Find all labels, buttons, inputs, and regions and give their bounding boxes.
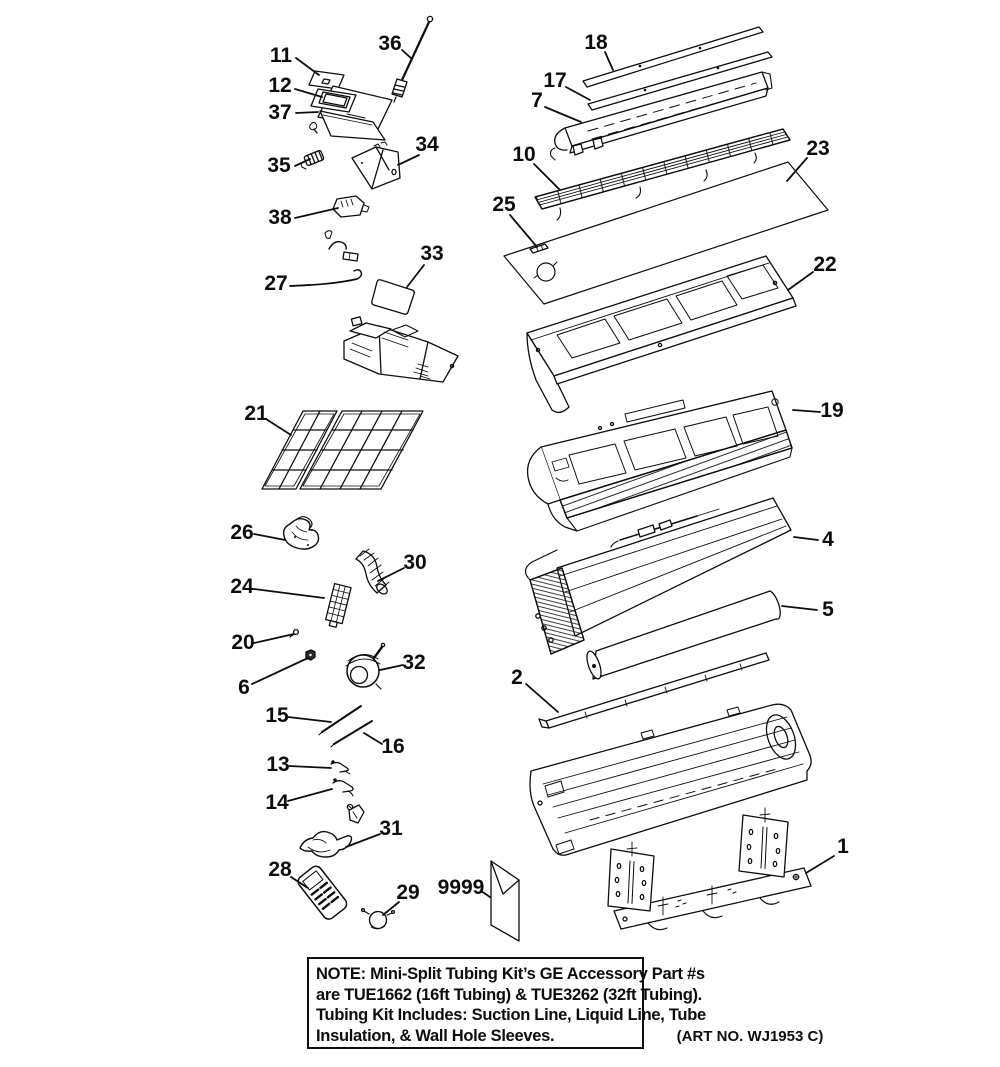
callout-label-1: 1 (837, 835, 849, 858)
part-30-drain-hose-drawing (356, 549, 389, 596)
note-line: Insulation, & Wall Hole Sleeves. (316, 1026, 555, 1045)
callout-label-17: 17 (543, 69, 567, 92)
leader-line-21 (266, 419, 291, 435)
art-number: (ART NO. WJ1953 C) (676, 1028, 824, 1045)
note-line: are TUE1662 (16ft Tubing) & TUE3262 (32ft Tubing). (316, 985, 702, 1004)
callout-label-14: 14 (265, 791, 289, 814)
part-32-motor-drawing (346, 643, 385, 689)
callout-label-24: 24 (230, 575, 254, 598)
callout-label-27: 27 (264, 272, 288, 295)
callout-label-11: 11 (269, 44, 293, 67)
leader-line-24 (254, 589, 324, 598)
leader-line-6 (252, 658, 308, 684)
leader-line-5 (782, 606, 817, 610)
callout-label-2: 2 (511, 666, 523, 689)
leader-line-30 (378, 568, 404, 581)
callout-label-29: 29 (396, 881, 420, 904)
leader-line-26 (254, 534, 285, 540)
part-9999-literature-drawing (491, 861, 519, 941)
callout-label-15: 15 (265, 704, 289, 727)
leader-line-4 (794, 537, 818, 540)
callout-label-25: 25 (492, 193, 516, 216)
leader-line-38 (295, 208, 338, 218)
callout-label-36: 36 (378, 32, 402, 55)
callout-label-9999: 9999 (437, 876, 485, 899)
leader-line-22 (788, 272, 813, 290)
leader-line-25 (510, 215, 537, 247)
leader-line-27 (290, 285, 310, 286)
callout-label-18: 18 (584, 31, 608, 54)
leader-line-33 (407, 265, 424, 287)
callout-label-13: 13 (266, 753, 290, 776)
cord-anchor-drawing (347, 804, 364, 823)
callout-label-28: 28 (268, 858, 292, 881)
part-26-clamp-drawing (284, 517, 319, 549)
callout-label-19: 19 (820, 399, 844, 422)
callout-label-5: 5 (822, 598, 834, 621)
leader-line-19 (793, 410, 820, 412)
callout-label-7: 7 (531, 89, 543, 112)
leader-line-37 (296, 112, 318, 113)
callout-label-6: 6 (238, 676, 250, 699)
part-34-bracket-cover-drawing (352, 142, 400, 189)
leader-line-36 (402, 50, 412, 59)
callout-label-32: 32 (402, 651, 426, 674)
part-38-terminal-block-drawing (333, 196, 369, 217)
part-14-clip-drawing (333, 778, 353, 796)
part-35-connector-drawing (301, 150, 324, 169)
callout-label-30: 30 (403, 551, 427, 574)
part-11-cover-drawing (309, 71, 344, 89)
part-21-filter-drawing (262, 411, 423, 489)
callout-label-26: 26 (230, 521, 254, 544)
part-27-thermistor-wire-drawing (291, 242, 362, 286)
leader-line-13 (289, 766, 331, 768)
callout-label-20: 20 (231, 631, 255, 654)
callout-label-33: 33 (420, 242, 444, 265)
leader-line-14 (288, 789, 332, 801)
callout-label-12: 12 (268, 74, 292, 97)
leader-line-32 (380, 665, 403, 670)
callout-label-22: 22 (813, 253, 837, 276)
callout-label-31: 31 (379, 817, 403, 840)
leader-line-20 (254, 634, 294, 643)
callout-label-23: 23 (806, 137, 830, 160)
callout-label-34: 34 (415, 133, 439, 156)
part-29-stepper-motor-drawing (362, 909, 395, 929)
callout-label-4: 4 (822, 528, 834, 551)
leader-line-18 (605, 52, 613, 70)
leader-line-1 (806, 856, 834, 873)
callout-label-10: 10 (512, 143, 536, 166)
note-box (307, 957, 706, 1049)
note-line: NOTE: Mini-Split Tubing Kit’s GE Accessory Part #s (316, 965, 705, 983)
leader-line-10 (534, 164, 560, 190)
callout-label-38: 38 (268, 206, 292, 229)
callout-label-16: 16 (381, 735, 405, 758)
leader-line-15 (288, 717, 331, 722)
part-28-remote-control-drawing (296, 864, 349, 922)
note-line: Tubing Kit Includes: Suction Line, Liquid Line, Tube (316, 1006, 706, 1024)
part-24-grille-insert-drawing (324, 584, 351, 629)
callout-label-37: 37 (268, 101, 292, 124)
leader-line-17 (566, 87, 590, 100)
leader-line-11 (296, 58, 319, 75)
leader-line-7 (545, 107, 581, 122)
part-31-bracket-drawing (300, 832, 352, 857)
callout-label-35: 35 (267, 154, 291, 177)
part-18-trim-strip-drawing (583, 27, 763, 87)
part-13-clip-drawing (331, 760, 350, 774)
leader-line-16 (364, 733, 382, 744)
leader-line-2 (526, 684, 558, 712)
leader-line-34 (398, 155, 419, 165)
callout-label-21: 21 (244, 402, 268, 425)
